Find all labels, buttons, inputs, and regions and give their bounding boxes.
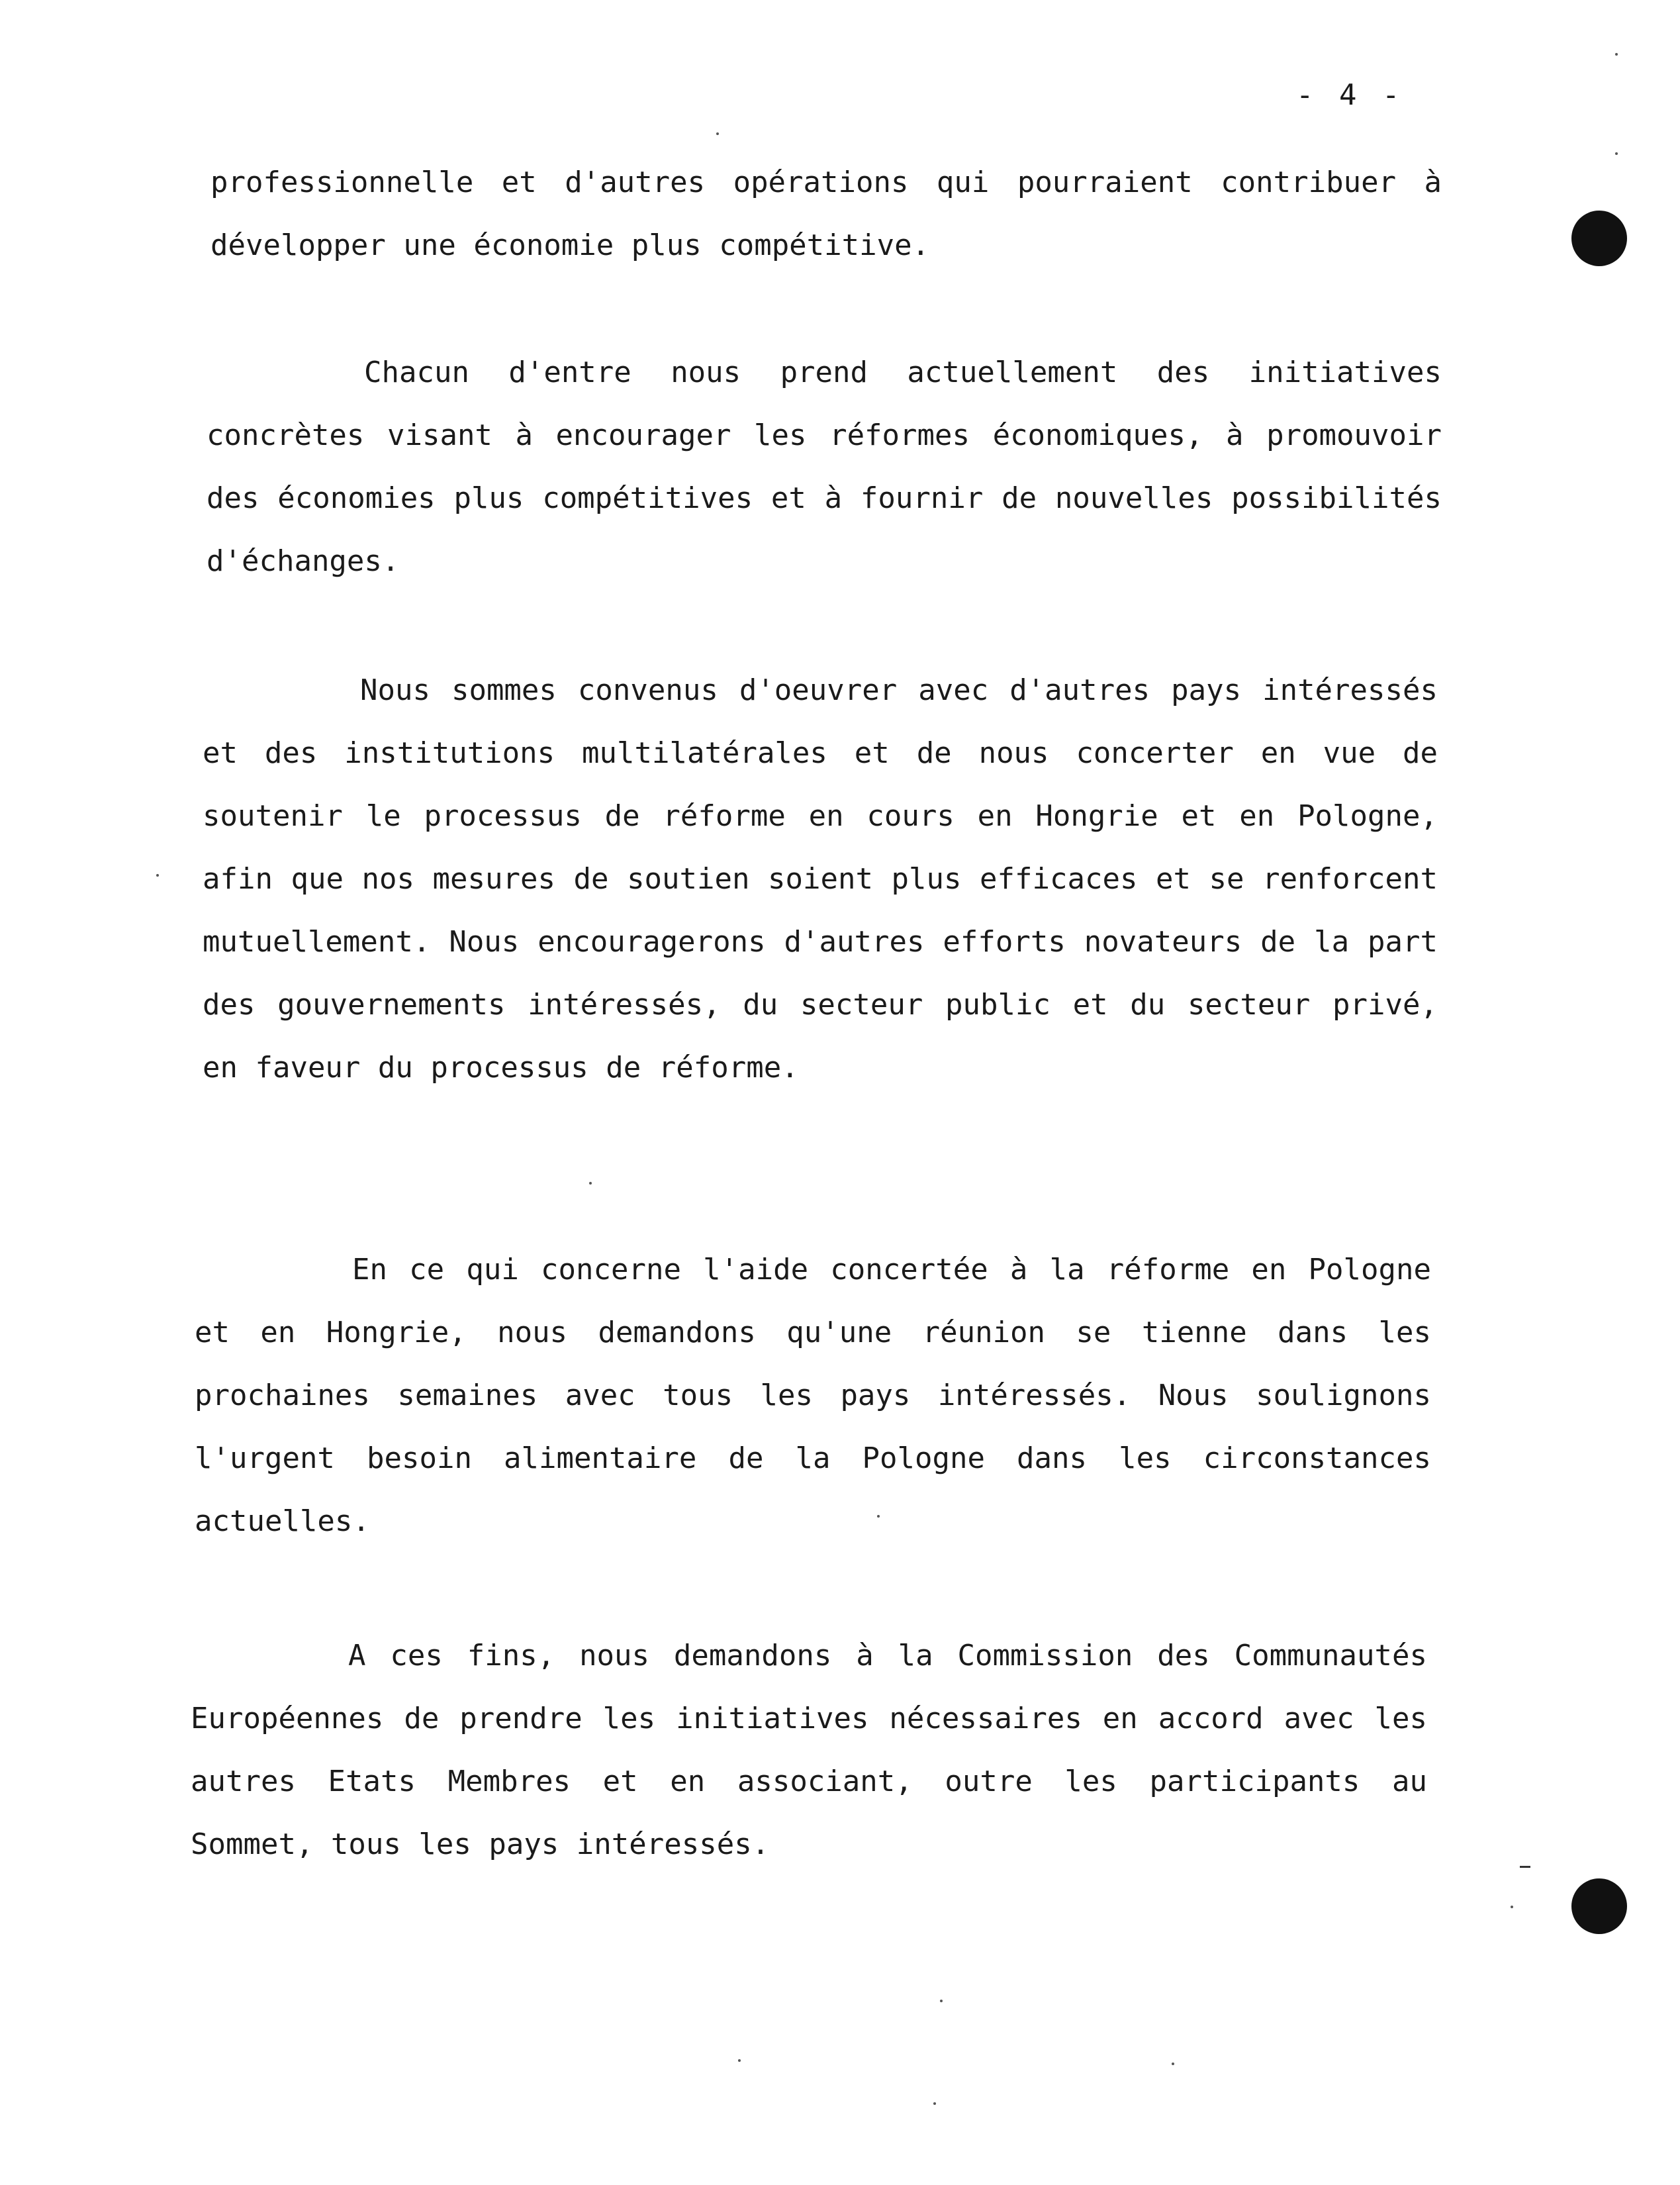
page-number: - 4 - [1296, 78, 1404, 112]
scan-speck [877, 1515, 880, 1518]
scan-speck [156, 874, 159, 877]
scan-speck [589, 1182, 592, 1185]
punch-hole-bottom [1571, 1878, 1627, 1934]
scan-speck [1511, 1906, 1513, 1908]
scan-speck [933, 2102, 936, 2105]
paragraph-continuation: professionnelle et d'autres opérations qui pourraient contribuer à développer une économie plus compétitive. [210, 166, 1442, 262]
paragraph-commission-request: A ces fins, nous demandons à la Commission des Communautés Européennes de prendre les initiatives nécessaires en accord avec les autres Etats Membres et en associant, outre les participants au Sommet, tous les pays intéressés. [191, 1639, 1427, 1861]
scan-speck [716, 132, 719, 135]
paragraph-initiatives: Chacun d'entre nous prend actuellement des initiatives concrètes visant à encourager les réformes économiques, à promouvoir des économies plus compétitives et à fournir de nouvelles possibilités d'échanges. [207, 356, 1442, 578]
punch-hole-top [1571, 211, 1627, 266]
paragraph-cooperation: Nous sommes convenus d'oeuvrer avec d'autres pays intéressés et des institutions multilatérales et de nous concerter en vue de soutenir le processus de réforme en cours en Hongrie et en Pologne, afin que nos mesures de soutien soient plus efficaces et se renforcent mutuellement. Nous encouragerons d'autres efforts novateurs de la part des gouvernements intéressés, du secteur public et du secteur privé, en faveur du processus de réforme. [203, 673, 1438, 1085]
scan-speck [1615, 152, 1618, 155]
scan-mark [1520, 1866, 1530, 1868]
scan-speck [738, 2059, 741, 2062]
scan-speck [940, 2000, 943, 2002]
scan-speck [1615, 53, 1618, 56]
scan-speck [1172, 2063, 1174, 2065]
paragraph-concerted-aid: En ce qui concerne l'aide concertée à la réforme en Pologne et en Hongrie, nous demandons qu'une réunion se tienne dans les prochaines semaines avec tous les pays intéressés. Nous soulignons l'urgent besoin alimentaire de la Pologne dans les circonstances actuelles. [195, 1253, 1431, 1538]
